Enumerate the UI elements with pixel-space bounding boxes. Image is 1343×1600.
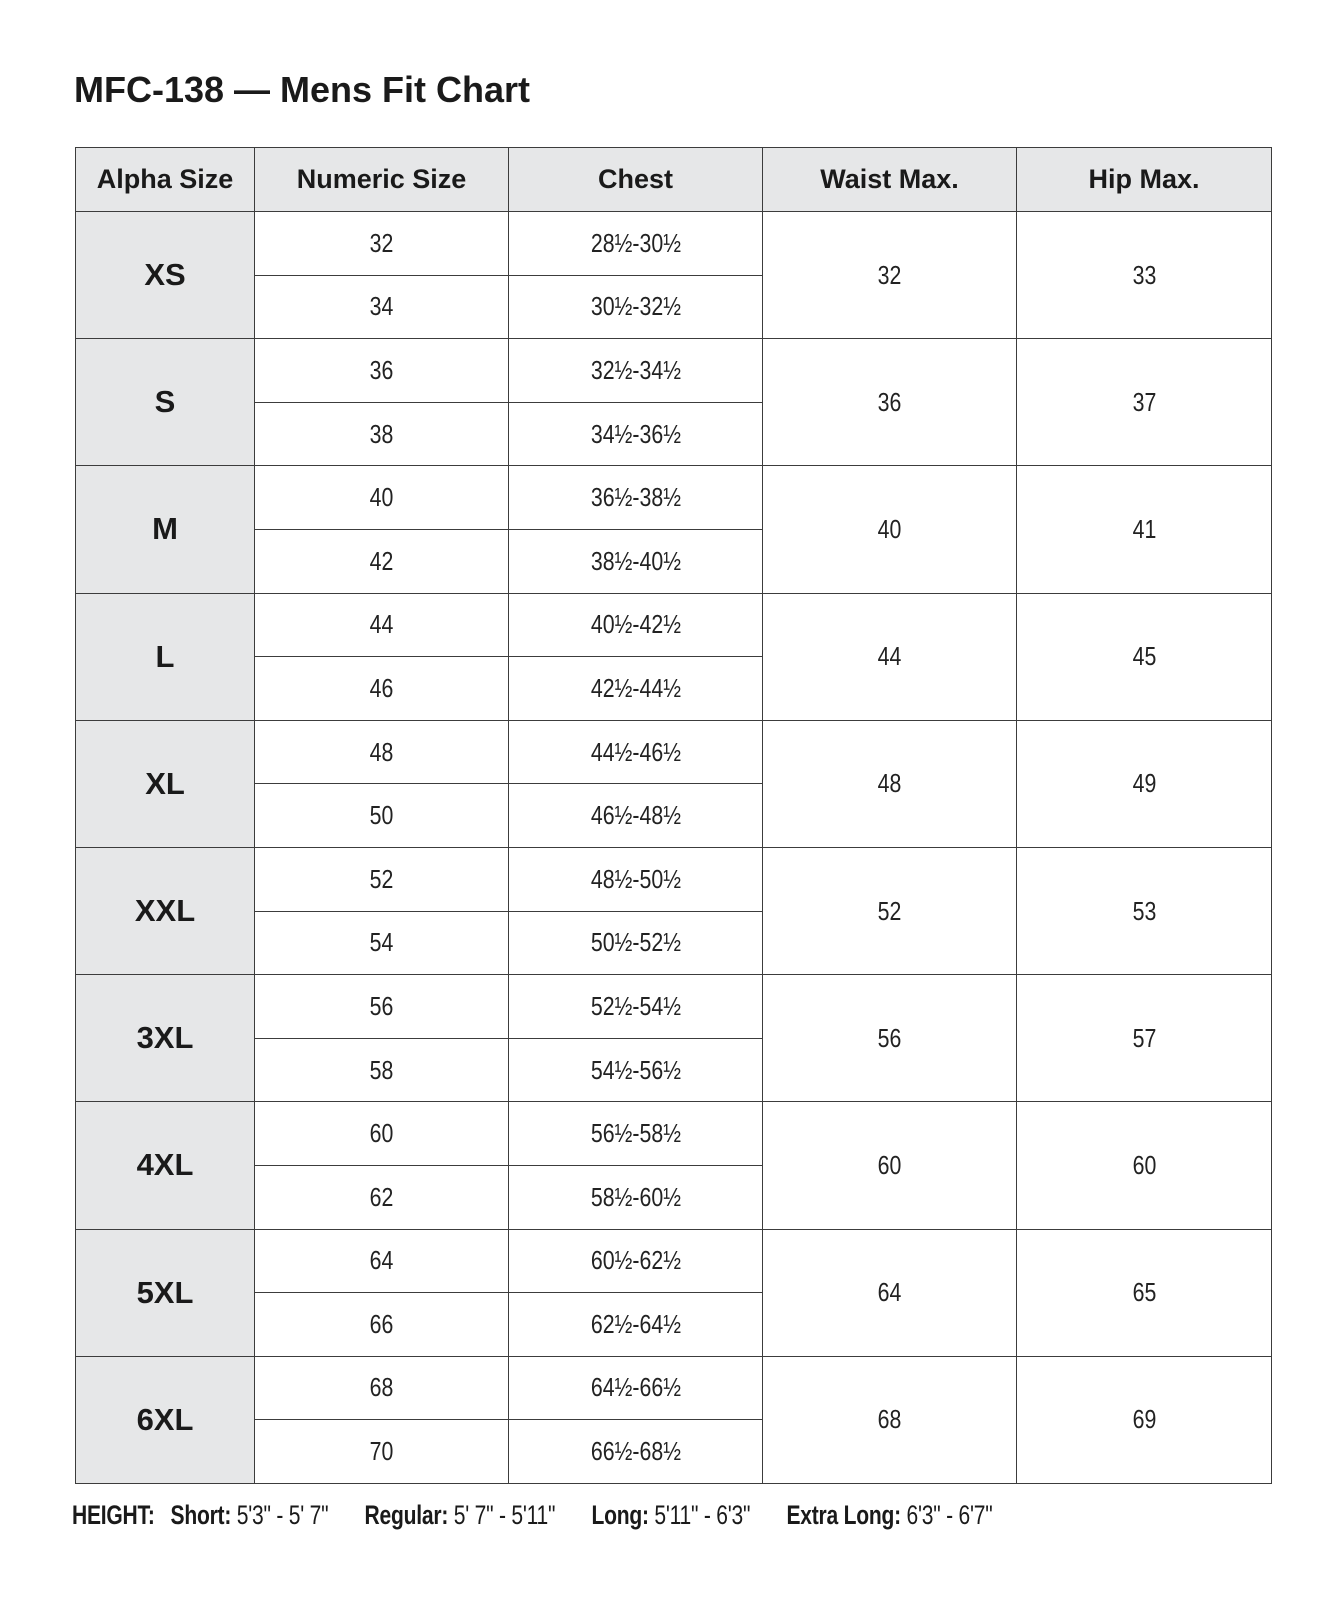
- height-extra-long-value: 6'3" - 6'7": [906, 1500, 993, 1530]
- waist-max-cell: [763, 1102, 1017, 1229]
- hip-max-value: 45: [1132, 641, 1156, 672]
- waist-max-value: 64: [877, 1277, 902, 1308]
- chest-value: 28½-30½: [590, 227, 681, 258]
- waist-max-value: 56: [877, 1022, 902, 1053]
- chest-cell: [509, 339, 763, 403]
- chest-cell: [509, 466, 763, 530]
- hip-max-value: 37: [1132, 386, 1156, 417]
- hip-max-value: 69: [1132, 1404, 1156, 1435]
- chest-cell: [509, 847, 763, 911]
- numeric-size-value: 36: [369, 354, 394, 385]
- chest-value: 50½-52½: [590, 927, 681, 958]
- waist-max-value: 68: [877, 1404, 902, 1435]
- numeric-size-value: 62: [369, 1181, 394, 1212]
- waist-max-value: 44: [877, 641, 902, 672]
- chest-cell: [509, 1356, 763, 1420]
- table-row: [76, 847, 1272, 911]
- chest-cell: [509, 275, 763, 339]
- hip-max-value: 65: [1132, 1277, 1156, 1308]
- chest-cell: [509, 529, 763, 593]
- waist-max-value: 32: [877, 259, 902, 290]
- waist-max-value: 36: [877, 386, 902, 417]
- chest-cell: [509, 720, 763, 784]
- chest-cell: [509, 1420, 763, 1484]
- numeric-size-cell: [255, 1229, 509, 1293]
- waist-max-cell: [763, 1356, 1017, 1483]
- alpha-size-cell: XL: [76, 720, 255, 847]
- numeric-size-cell: [255, 212, 509, 276]
- header-alpha-size: Alpha Size: [76, 148, 255, 212]
- numeric-size-value: 64: [369, 1245, 394, 1276]
- waist-max-value: 40: [877, 513, 902, 544]
- height-short-label: Short:: [170, 1500, 232, 1530]
- hip-max-cell: [1017, 1102, 1272, 1229]
- table-row: [76, 1356, 1272, 1420]
- hip-max-cell: [1017, 847, 1272, 974]
- alpha-size-cell: L: [76, 593, 255, 720]
- numeric-size-cell: [255, 784, 509, 848]
- alpha-size-cell: XXL: [76, 847, 255, 974]
- chest-cell: [509, 1102, 763, 1166]
- chest-value: 64½-66½: [590, 1372, 681, 1403]
- chest-value: 62½-64½: [590, 1308, 681, 1339]
- height-legend: [72, 1500, 993, 1531]
- chest-value: 58½-60½: [590, 1181, 681, 1212]
- waist-max-cell: [763, 593, 1017, 720]
- numeric-size-value: 52: [369, 863, 394, 894]
- numeric-size-cell: [255, 466, 509, 530]
- chest-value: 48½-50½: [590, 863, 681, 894]
- table-row: [76, 1229, 1272, 1293]
- numeric-size-value: 56: [369, 990, 394, 1021]
- table-row: [76, 1102, 1272, 1166]
- numeric-size-value: 48: [369, 736, 394, 767]
- height-label: HEIGHT:: [72, 1500, 155, 1530]
- chest-value: 40½-42½: [590, 609, 681, 640]
- chest-value: 52½-54½: [590, 990, 681, 1021]
- table-row: [76, 212, 1272, 276]
- alpha-size-cell: M: [76, 466, 255, 593]
- numeric-size-value: 66: [369, 1308, 394, 1339]
- chest-cell: [509, 1293, 763, 1357]
- chest-value: 66½-68½: [590, 1436, 681, 1467]
- table-row: [76, 975, 1272, 1039]
- waist-max-cell: [763, 1229, 1017, 1356]
- numeric-size-value: 50: [369, 800, 394, 831]
- chest-value: 30½-32½: [590, 291, 681, 322]
- waist-max-cell: [763, 466, 1017, 593]
- alpha-size-cell: XS: [76, 212, 255, 339]
- waist-max-cell: [763, 975, 1017, 1102]
- chest-value: 38½-40½: [590, 545, 681, 576]
- header-chest: Chest: [509, 148, 763, 212]
- waist-max-value: 52: [877, 895, 902, 926]
- numeric-size-cell: [255, 720, 509, 784]
- chest-cell: [509, 1165, 763, 1229]
- header-waist-max: Waist Max.: [763, 148, 1017, 212]
- height-long-value: 5'11" - 6'3": [654, 1500, 751, 1530]
- hip-max-value: 41: [1132, 513, 1156, 544]
- waist-max-cell: [763, 339, 1017, 466]
- alpha-size-cell: 5XL: [76, 1229, 255, 1356]
- table-body: [76, 212, 1272, 1484]
- chest-cell: [509, 1229, 763, 1293]
- hip-max-cell: [1017, 466, 1272, 593]
- numeric-size-cell: [255, 911, 509, 975]
- hip-max-cell: [1017, 339, 1272, 466]
- chest-value: 42½-44½: [590, 672, 681, 703]
- numeric-size-value: 40: [369, 482, 394, 513]
- chest-cell: [509, 212, 763, 276]
- table-row: [76, 720, 1272, 784]
- waist-max-value: 48: [877, 768, 902, 799]
- alpha-size-cell: 6XL: [76, 1356, 255, 1483]
- numeric-size-value: 54: [369, 927, 394, 958]
- numeric-size-cell: [255, 1293, 509, 1357]
- table-header-row: [76, 148, 1272, 212]
- chest-cell: [509, 1038, 763, 1102]
- numeric-size-cell: [255, 1165, 509, 1229]
- chest-cell: [509, 784, 763, 848]
- chest-value: 36½-38½: [590, 482, 681, 513]
- fit-chart-table: [75, 147, 1272, 1484]
- numeric-size-cell: [255, 275, 509, 339]
- chest-cell: [509, 975, 763, 1039]
- numeric-size-cell: [255, 339, 509, 403]
- table-row: [76, 593, 1272, 657]
- hip-max-cell: [1017, 720, 1272, 847]
- chest-cell: [509, 657, 763, 721]
- numeric-size-cell: [255, 975, 509, 1039]
- chest-value: 44½-46½: [590, 736, 681, 767]
- chest-value: 60½-62½: [590, 1245, 681, 1276]
- numeric-size-value: 32: [369, 227, 394, 258]
- numeric-size-value: 38: [369, 418, 394, 449]
- hip-max-cell: [1017, 593, 1272, 720]
- hip-max-value: 53: [1132, 895, 1156, 926]
- numeric-size-value: 42: [369, 545, 394, 576]
- chest-value: 46½-48½: [590, 800, 681, 831]
- numeric-size-cell: [255, 1356, 509, 1420]
- numeric-size-cell: [255, 529, 509, 593]
- numeric-size-cell: [255, 1102, 509, 1166]
- numeric-size-cell: [255, 1038, 509, 1102]
- chest-cell: [509, 402, 763, 466]
- hip-max-cell: [1017, 975, 1272, 1102]
- chest-value: 34½-36½: [590, 418, 681, 449]
- numeric-size-cell: [255, 593, 509, 657]
- height-regular-label: Regular:: [364, 1500, 449, 1530]
- numeric-size-value: 70: [369, 1436, 394, 1467]
- waist-max-cell: [763, 212, 1017, 339]
- numeric-size-value: 34: [369, 291, 394, 322]
- alpha-size-cell: 4XL: [76, 1102, 255, 1229]
- chest-cell: [509, 593, 763, 657]
- numeric-size-cell: [255, 847, 509, 911]
- chest-value: 56½-58½: [590, 1118, 681, 1149]
- table-row: [76, 466, 1272, 530]
- alpha-size-cell: 3XL: [76, 975, 255, 1102]
- alpha-size-cell: S: [76, 339, 255, 466]
- waist-max-value: 60: [877, 1149, 902, 1180]
- header-hip-max: Hip Max.: [1017, 148, 1272, 212]
- chest-value: 54½-56½: [590, 1054, 681, 1085]
- waist-max-cell: [763, 720, 1017, 847]
- numeric-size-value: 44: [369, 609, 394, 640]
- waist-max-cell: [763, 847, 1017, 974]
- numeric-size-cell: [255, 402, 509, 466]
- height-short-value: 5'3" - 5' 7": [236, 1500, 329, 1530]
- numeric-size-value: 46: [369, 672, 394, 703]
- height-regular-value: 5' 7" - 5'11": [453, 1500, 556, 1530]
- hip-max-cell: [1017, 1356, 1272, 1483]
- page-title: MFC-138 — Mens Fit Chart: [74, 69, 531, 110]
- height-extra-long-label: Extra Long:: [786, 1500, 901, 1530]
- numeric-size-cell: [255, 1420, 509, 1484]
- numeric-size-value: 60: [369, 1118, 394, 1149]
- header-numeric-size: Numeric Size: [255, 148, 509, 212]
- numeric-size-value: 58: [369, 1054, 394, 1085]
- chest-cell: [509, 911, 763, 975]
- numeric-size-cell: [255, 657, 509, 721]
- numeric-size-value: 68: [369, 1372, 394, 1403]
- hip-max-cell: [1017, 212, 1272, 339]
- hip-max-cell: [1017, 1229, 1272, 1356]
- hip-max-value: 49: [1132, 768, 1156, 799]
- hip-max-value: 60: [1132, 1149, 1156, 1180]
- table-row: [76, 339, 1272, 403]
- height-long-label: Long:: [591, 1500, 649, 1530]
- hip-max-value: 33: [1132, 259, 1156, 290]
- chest-value: 32½-34½: [590, 354, 681, 385]
- hip-max-value: 57: [1132, 1022, 1156, 1053]
